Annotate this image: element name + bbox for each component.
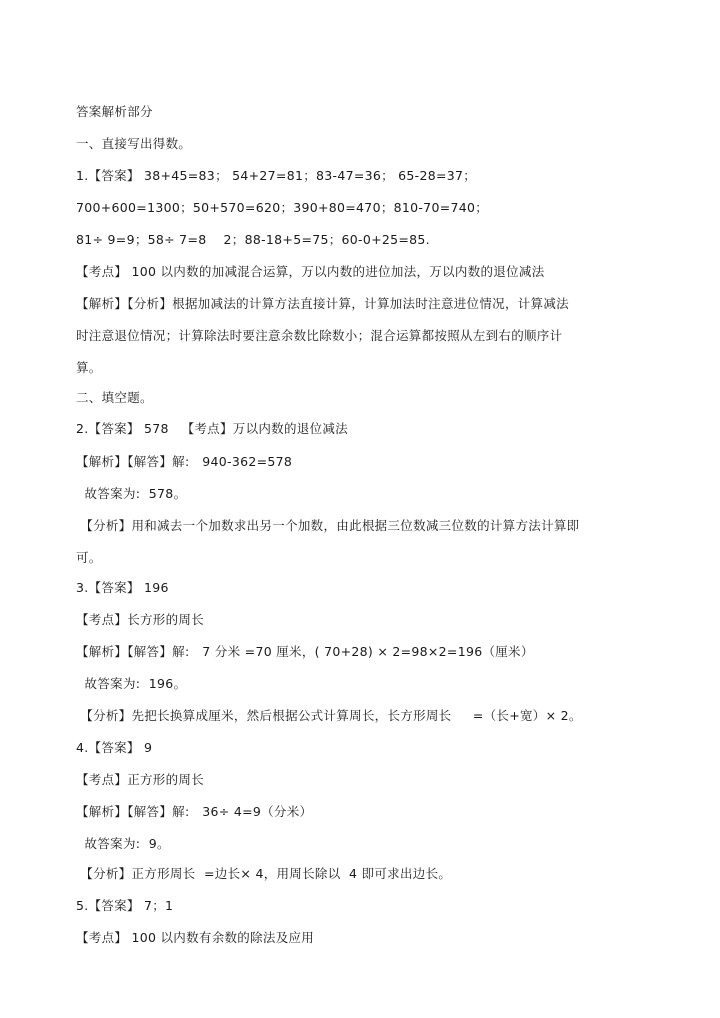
q3-fenxi: 【分析】先把长换算成厘米，然后根据公式计算周长，长方形周长 =（长+宽）× 2。 — [76, 708, 582, 723]
q4-jieda: 【解析】【解答】解: 36÷ 4=9（分米） — [76, 804, 313, 819]
q3-answer: 3.【答案】 196 — [76, 580, 169, 595]
q1-answer-line-1: 1.【答案】 38+45=83； 54+27=81；83-47=36； 65-28=37； — [76, 168, 477, 183]
q5-kaodian: 【考点】 100 以内数有余数的除法及应用 — [76, 930, 315, 945]
q1-jiexi-line-1: 【解析】【分析】根据加减法的计算方法直接计算，计算加法时注意进位情况，计算减法 — [76, 296, 569, 311]
q2-fenxi-line-1: 【分析】用和减去一个加数求出另一个加数，由此根据三位数减三位数的计算方法计算即 — [76, 518, 580, 533]
q2-final-answer: 故答案为: 578。 — [76, 486, 187, 501]
q4-answer: 4.【答案】 9 — [76, 740, 153, 755]
page-heading: 答案解析部分 — [76, 104, 153, 119]
section-heading-1: 一、直接写出得数。 — [76, 136, 192, 151]
q3-final-answer: 故答案为: 196。 — [76, 676, 187, 691]
q1-jiexi-line-3: 算。 — [76, 360, 102, 375]
q4-fenxi: 【分析】正方形周长 =边长× 4，用周长除以 4 即可求出边长。 — [76, 866, 452, 881]
q2-jieda: 【解析】【解答】解: 940-362=578 — [76, 454, 293, 469]
section-heading-2: 二、填空题。 — [76, 390, 153, 405]
q4-kaodian: 【考点】正方形的周长 — [76, 772, 205, 787]
q3-jieda: 【解析】【解答】解: 7 分米 =70 厘米，( 70+28) × 2=98×2=196（厘米） — [76, 644, 534, 659]
q4-final-answer: 故答案为: 9。 — [76, 836, 170, 851]
q1-answer-line-3: 81÷ 9=9；58÷ 7=8 2；88-18+5=75；60-0+25=85. — [76, 232, 430, 247]
q5-answer: 5.【答案】 7；1 — [76, 898, 174, 913]
q1-answer-line-2: 700+600=1300；50+570=620；390+80=470；810-70=740； — [76, 200, 489, 215]
q1-jiexi-line-2: 时注意退位情况；计算除法时要注意余数比除数小；混合运算都按照从左到右的顺序计 — [76, 328, 563, 343]
q2-fenxi-line-2: 可。 — [76, 550, 102, 565]
q2-answer: 2.【答案】 578 【考点】万以内数的退位减法 — [76, 421, 348, 436]
q3-kaodian: 【考点】长方形的周长 — [76, 612, 205, 627]
q1-kaodian: 【考点】 100 以内数的加减混合运算，万以内数的进位加法，万以内数的退位减法 — [76, 264, 545, 279]
